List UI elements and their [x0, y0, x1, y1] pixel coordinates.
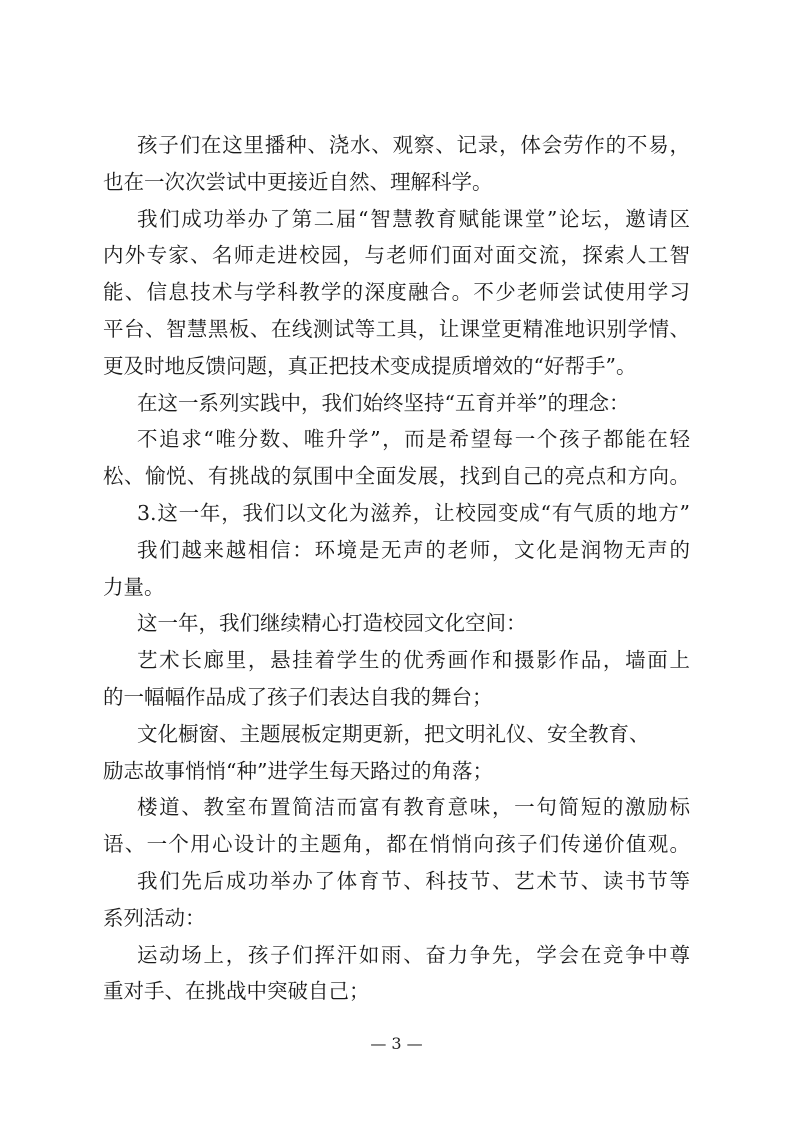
text-line: 更及时地反馈问题，真正把技术变成提质增效的“好帮手”。 — [103, 353, 637, 378]
text-line: 重对手、在挑战中突破自己； — [103, 979, 370, 1004]
text-line: 我们先后成功举办了体育节、科技节、艺术节、读书节等 — [137, 868, 690, 893]
text-line: 我们成功举办了第二届“智慧教育赋能课堂”论坛，邀请区 — [137, 206, 690, 231]
section-heading: 3.这一年，我们以文化为滋养，让校园变成“有气质的地方” — [137, 500, 690, 525]
text-line: 平台、智慧黑板、在线测试等工具，让课堂更精准地识别学情、 — [103, 316, 690, 341]
text-line: 的一幅幅作品成了孩子们表达自我的舞台； — [103, 684, 493, 709]
page-number: — 3 — — [370, 1034, 423, 1053]
text-line: 在这一系列实践中，我们始终坚持“五育并举”的理念： — [137, 390, 630, 415]
text-line: 这一年，我们继续精心打造校园文化空间： — [137, 611, 527, 636]
text-line: 力量。 — [103, 574, 165, 599]
document-body — [103, 127, 690, 1010]
text-line: 内外专家、名师走进校园，与老师们面对面交流，探索人工智 — [103, 243, 690, 268]
text-line: 艺术长廊里，悬挂着学生的优秀画作和摄影作品，墙面上 — [137, 648, 690, 673]
text-line: 不追求“唯分数、唯升学”，而是希望每一个孩子都能在轻 — [137, 427, 690, 452]
text-line: 也在一次次尝试中更接近自然、理解科学。 — [103, 169, 493, 194]
text-line: 我们越来越相信：环境是无声的老师，文化是润物无声的 — [137, 537, 690, 562]
text-line: 系列活动： — [103, 905, 206, 930]
text-line: 励志故事悄悄“种”进学生每天路过的角落； — [103, 758, 493, 783]
text-line: 语、一个用心设计的主题角，都在悄悄向孩子们传递价值观。 — [103, 832, 690, 857]
text-line: 运动场上，孩子们挥汗如雨、奋力争先，学会在竞争中尊 — [137, 942, 690, 967]
text-line: 文化橱窗、主题展板定期更新，把文明礼仪、安全教育、 — [137, 721, 650, 746]
text-line: 松、愉悦、有挑战的氛围中全面发展，找到自己的亮点和方向。 — [103, 464, 690, 489]
text-line: 能、信息技术与学科教学的深度融合。不少老师尝试使用学习 — [103, 280, 690, 305]
text-line: 孩子们在这里播种、浇水、观察、记录，体会劳作的不易， — [137, 133, 690, 157]
text-line: 楼道、教室布置简洁而富有教育意味，一句简短的激励标 — [137, 795, 690, 820]
